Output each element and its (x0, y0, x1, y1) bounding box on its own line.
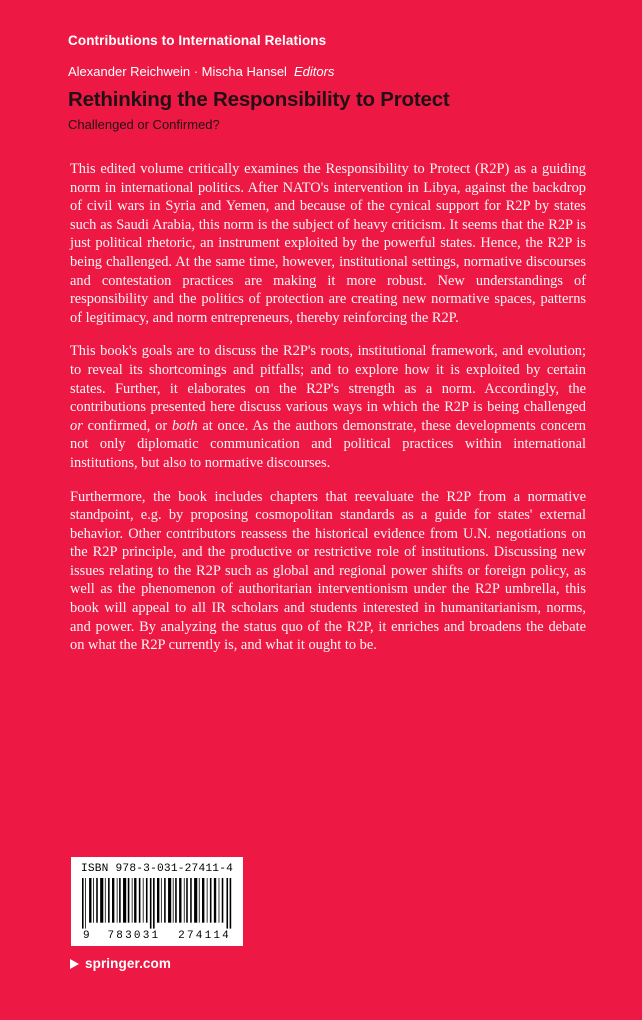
editors-line (68, 64, 588, 80)
blurb-p2-emphasis-both: both (171, 417, 198, 434)
blurb-body (70, 160, 586, 655)
barcode-digit-group-middle: 783031 (107, 929, 161, 942)
isbn-barcode-block (71, 857, 243, 946)
book-subtitle: Challenged or Confirmed? (68, 117, 220, 132)
blurb-p2-segment-3: at once. As the authors demonstrate, these developments concern not only diplomatic communication and political practices within international institutions, but also to normative discourses. (70, 417, 587, 471)
cover-header (68, 33, 588, 133)
isbn-number-label: ISBN 978-3-031-27411-4 (80, 863, 234, 875)
blurb-paragraph-2 (70, 342, 586, 472)
editors-role-label: Editors (293, 64, 335, 80)
barcode-digit-group-right: 274114 (178, 929, 231, 942)
editor-names: Alexander Reichwein · Mischa Hansel (68, 64, 287, 80)
blurb-p2-segment-2: confirmed, or (82, 417, 172, 434)
barcode-digit-group-left: 9 (83, 929, 90, 942)
blurb-paragraph-1: This edited volume critically examines the Responsibility to Protect (R2P) as a guiding norm in international politics. After NATO's intervention in Libya, against the backdrop of civil wars in Syria and Yemen, and because of the cynical support for R2P by states such as Saudi Arabia, this norm is the subject of heavy criticism. It seems that the R2P is just political rhetoric, an instrument exploited by the powerful states. Hence, the R2P is being challenged. At the same time, however, institutional settings, normative discourses and contestation practices are making it more robust. New understandings of responsibility and the politics of protection are creating new normative spaces, patterns of legitimacy, and norm entrepreneurs, thereby reinforcing the R2P. (70, 161, 586, 326)
play-triangle-icon (70, 959, 79, 969)
blurb-p2-segment-1: This book's goals are to discuss the R2P's roots, institutional framework, and evolution; to reveal its shortcomings and pitfalls; and to explore how it is exploited by certain states. Further, it elaborates on the R2P's strength as a norm. Accordingly, the contributions presented here discuss various ways in which the R2P is being challenged (70, 343, 586, 416)
page-title: Rethinking the Responsibility to Protect (68, 88, 450, 112)
series-title: Contributions to International Relations (68, 33, 327, 48)
blurb-paragraph-3: Furthermore, the book includes chapters that reevaluate the R2P from a normative standpoint, e.g. by proposing cosmopolitan standards as a guide for states' external behavior. Other contributors reassess the historical evidence from U.N. negotiations on the R2P principle, and the productive or restrictive role of institutions. Discussing new issues relating to the R2P such as global and regional power shifts or foreign policy, as well as the phenomenon of authoritarian interventionism under the R2P umbrella, this book will appeal to all IR scholars and students interested in humanitarianism, norms, and power. By analyzing the status quo of the R2P, it enriches and broadens the debate on what the R2P currently is, and what it ought to be. (70, 488, 586, 654)
barcode-digits (78, 930, 236, 942)
springer-url-label: springer.com (85, 956, 171, 971)
blurb-p2-emphasis-or: or (70, 417, 83, 434)
barcode-bars-graphic (78, 878, 236, 929)
springer-logo[interactable] (70, 957, 171, 971)
